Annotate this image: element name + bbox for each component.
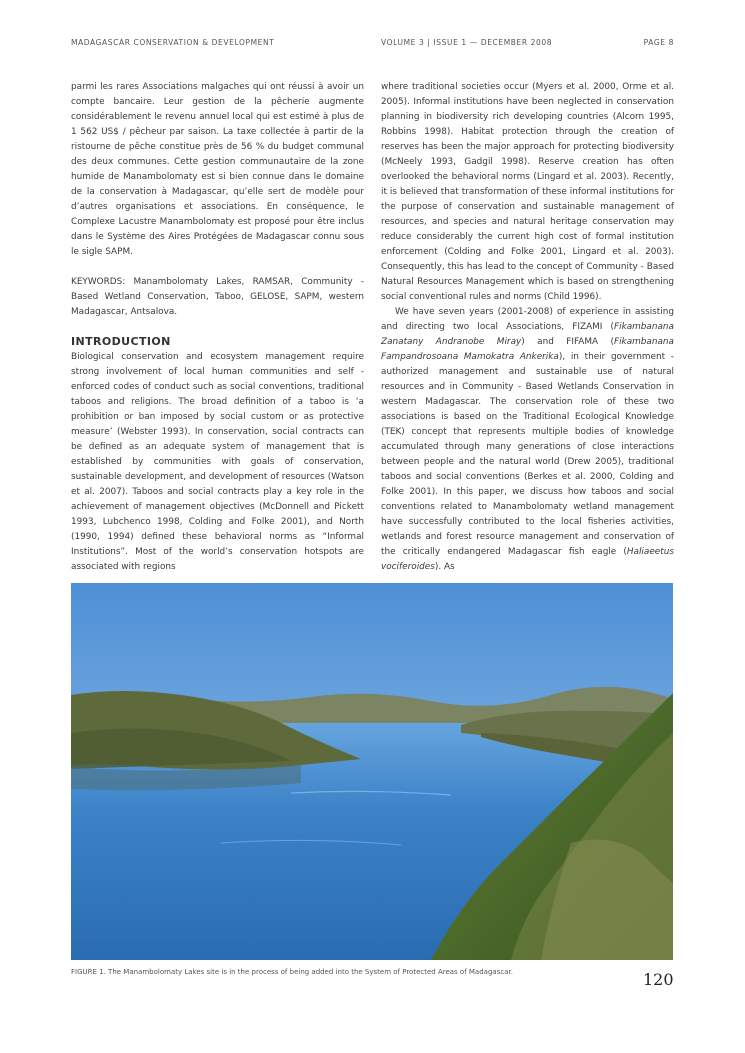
keywords: KEYWORDS: Manambolomaty Lakes, RAMSAR, Community - Based Wetland Conservation, Taboo, GELOSE, SAPM, western Madagascar, Antsalova. <box>71 277 364 317</box>
left-column <box>71 80 364 575</box>
header-page-label: PAGE 8 <box>643 38 674 47</box>
text-run: ) and FIFAMA ( <box>521 337 614 347</box>
body-paragraph-2 <box>381 305 674 575</box>
body-paragraph-1: where traditional societies occur (Myers et al. 2000, Orme et al. 2005). Informal institutions have been neglected in conservation planning in biodiversity rich developing countries (Alcorn 1995, Robbins 1998). Habitat protection through the creation of reserves has been the major approach for protecting biodiversity (McNeely 1993, Gadgil 1998). Reserve creation has often overlooked the behavioral norms (Lingard et al. 2003). Recently, it is believed that transformation of these informal institutions for the purpose of conservation and sustainable management of resources, and species and natural heritage conservation may reduce considerably the current high cost of formal institution enforcement (Colding and Folke 2001, Lingard et al. 2003). Consequently, this has lead to the concept of Community - Based Natural Resources Management which is based on strengthening social conventional rules and norms (Child 1996). <box>381 82 674 302</box>
lake-landscape-image <box>71 583 673 960</box>
abstract-continuation: parmi les rares Associations malgaches qui ont réussi à avoir un compte bancaire. Leur gestion de la pêcherie augmente considérablement le revenu annuel local qui est estimé à plus de 1 562 US$ / pêcheur par saison. La taxe collectée à partir de la ristourne de pêche constitue près de 56 % du budget communal des deux communes. Cette gestion communautaire de la zone humide de Manambolomaty est si bien connue dans le domaine de la conservation à Madagascar, qu’elle sert de modèle pour d’autres organisations et associations. En conséquence, le Complexe Lacustre Manambolomaty est proposé pour être inclus dans le Système des Aires Protégées de Madagascar connu sous le sigle SAPM. <box>71 82 364 257</box>
text-run: ). As <box>434 562 455 572</box>
italic-name-fifama: Fikambanana Fampandrosoana Mamokatra Ankerika <box>381 337 674 362</box>
section-heading-introduction: INTRODUCTION <box>71 335 171 348</box>
text-run: We have seven years (2001-2008) of experience in assisting and directing two local Associations, FIZAMI ( <box>381 307 674 332</box>
running-header <box>71 38 674 50</box>
right-column <box>381 80 674 575</box>
page-number: 120 <box>643 970 674 989</box>
figure-lake-photo <box>71 583 673 960</box>
italic-species-name: Haliaeetus vociferoides <box>381 547 674 572</box>
volume-issue: VOLUME 3 | ISSUE 1 — DECEMBER 2008 <box>381 38 553 47</box>
figure-caption: FIGURE 1. The Manambolomaty Lakes site is in the process of being added into the System of Protected Areas of Madagascar. <box>71 968 513 976</box>
journal-name: MADAGASCAR CONSERVATION & DEVELOPMENT <box>71 38 275 47</box>
italic-name-fizami: Fikambanana Zanatany Andranobe Miray <box>381 322 674 347</box>
introduction-paragraph: Biological conservation and ecosystem management require strong involvement of local human communities and self - enforced codes of conduct such as social conventions, traditional taboos and religions. The broad definition of a taboo is ‘a prohibition or ban imposed by social custom or as protective measure’ (Webster 1993). In conservation, social contracts can be defined as an adequate system of management that is established by communities with goals of conservation, sustainable development, and development of resources (Watson et al. 2007). Taboos and social contracts play a key role in the achievement of management objectives (McDonnell and Pickett 1993, Lubchenco 1998, Colding and Folke 2001), and North (1990, 1994) defined these behavioral norms as “Informal Institutions”. Most of the world’s conservation hotspots are associated with regions <box>71 352 364 572</box>
text-run: ), in their government - authorized management and sustainable use of natural resources and in Community - Based Wetlands Conservation in western Madagascar. The conservation role of these two associations is based on the Traditional Ecological Knowledge (TEK) concept that represents multiple bodies of knowledge accumulated through many generations of close interactions between people and the natural world (Drew 2005), traditional taboos and social conventions (Berkes et al. 2000, Colding and Folke 2001). In this paper, we discuss how taboos and social conventions related to Manambolomaty wetland management have successfully contributed to the local fisheries activities, wetlands and forest resource management and conservation of the critically endangered Madagascar fish eagle ( <box>381 352 674 557</box>
